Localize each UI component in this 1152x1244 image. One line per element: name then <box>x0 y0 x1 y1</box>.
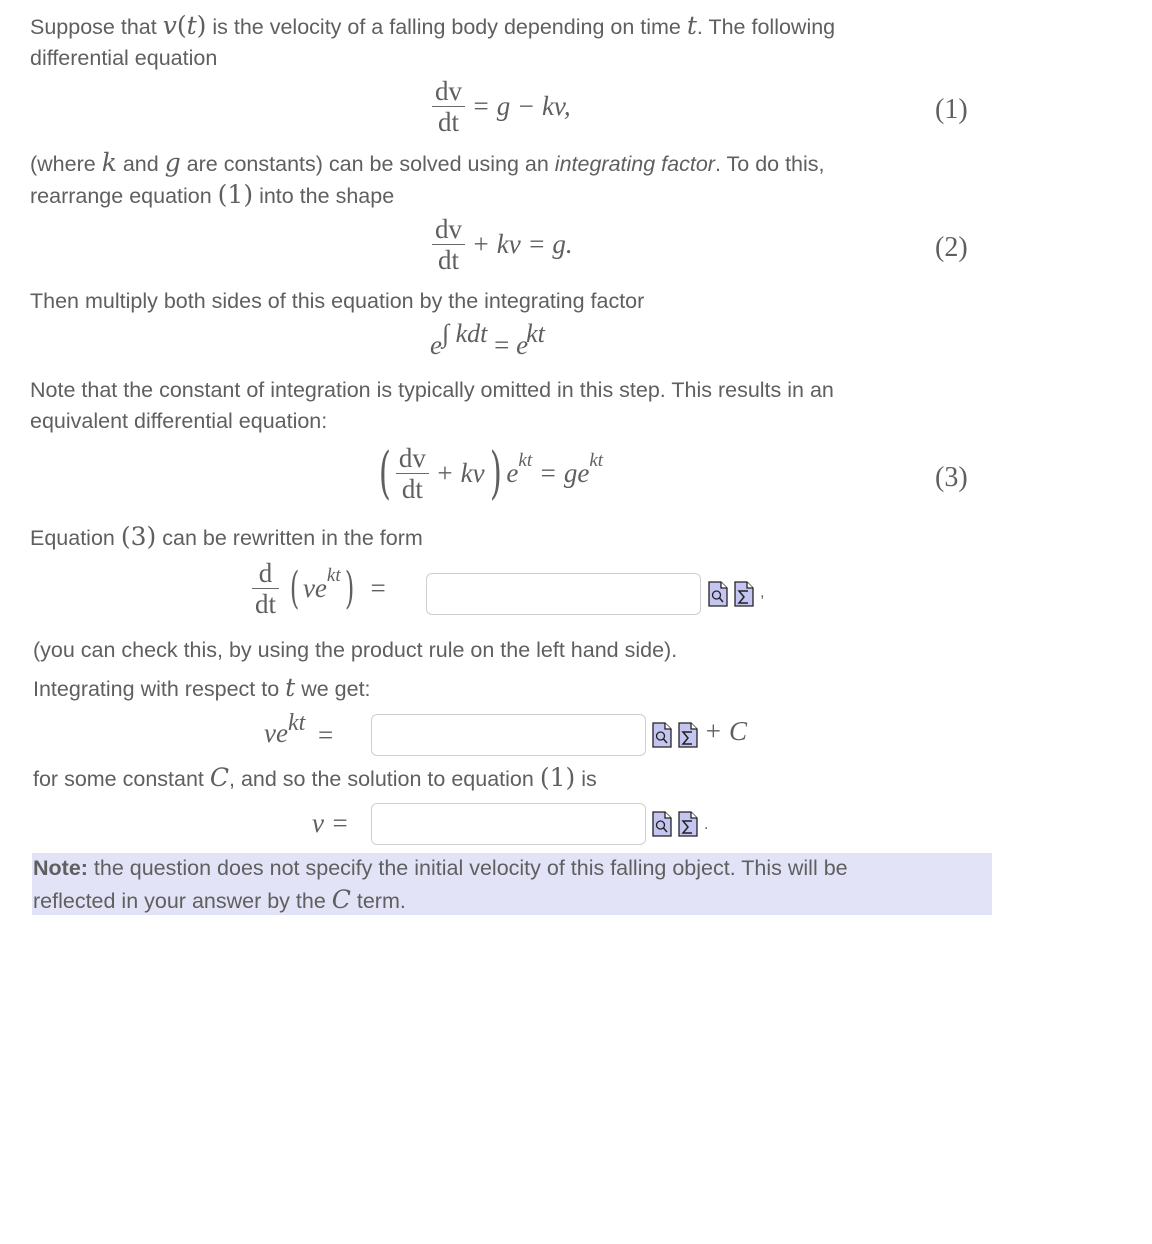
math-g: g <box>164 148 181 177</box>
equals: = <box>494 330 510 360</box>
math-t: t <box>686 11 697 40</box>
base-e: e <box>516 330 529 360</box>
numerator: dv <box>432 76 465 107</box>
equation-ref: (3) <box>120 522 157 551</box>
text: (where <box>30 152 102 176</box>
answer-input-1[interactable] <box>426 573 701 615</box>
denominator: dt <box>437 107 459 137</box>
denominator: dt <box>437 245 459 275</box>
text: Equation <box>30 526 121 550</box>
base-e: e <box>430 330 442 360</box>
answer-input-2[interactable] <box>371 714 646 756</box>
exponent-kt: kt <box>526 319 545 348</box>
paren-close: ) <box>344 562 354 614</box>
text: are constants) can be solved using an <box>180 152 555 176</box>
sigma-syntax-icon[interactable] <box>734 581 754 607</box>
equation-3 <box>374 440 604 506</box>
text: we get: <box>295 677 371 701</box>
preview-icon[interactable] <box>708 581 728 607</box>
fraction-dv-dt <box>432 214 465 275</box>
plus-kv: + kv <box>435 458 485 488</box>
exponent-kt: kt <box>518 449 533 471</box>
text: . To do this, <box>714 152 825 176</box>
fraction-dv-dt <box>432 76 465 137</box>
fraction-dv-dt <box>396 443 429 504</box>
text: is <box>575 767 597 791</box>
numerator: dv <box>396 443 429 474</box>
intro-line-2: differential equation <box>30 46 218 70</box>
text: the question does not specify the initial velocity of this falling object. This will be <box>87 856 848 880</box>
equation-number-3: (3) <box>935 462 968 493</box>
equation-2 <box>432 214 573 275</box>
para-8 <box>33 762 597 795</box>
equation-rhs: = g − kv, <box>471 91 571 121</box>
para-4-line-2: equivalent differential equation: <box>30 409 328 433</box>
exponent-integral: ∫ kdt <box>441 319 488 348</box>
note-line-2 <box>33 884 406 917</box>
equation-ref: (1) <box>539 763 576 792</box>
inner-ve: ve <box>302 573 327 603</box>
equation-ref: (1) <box>217 180 254 209</box>
text: , and so the solution to equation <box>229 767 540 791</box>
lhs-ve: ve <box>264 718 288 748</box>
equation-rhs: + kv = g. <box>471 229 573 259</box>
numerator: d <box>252 558 279 589</box>
numerator: dv <box>432 214 465 245</box>
period: . <box>704 816 709 833</box>
comma: , <box>760 584 765 601</box>
text: into the shape <box>253 184 395 208</box>
denominator: dt <box>401 474 423 504</box>
text: reflected in your answer by the <box>33 889 332 913</box>
intro-line-1 <box>30 10 835 43</box>
exponent-kt: kt <box>326 564 341 586</box>
equation-1 <box>432 76 571 137</box>
text: term. <box>350 889 406 913</box>
text: can be rewritten in the form <box>156 526 423 550</box>
text: Integrating with respect to <box>33 677 286 701</box>
para-5 <box>30 521 423 554</box>
para-7 <box>33 672 371 705</box>
math-t: t <box>186 11 197 40</box>
math-k: k <box>101 148 117 177</box>
paren-open: ( <box>176 11 187 40</box>
text: and <box>116 152 165 176</box>
para-6: (you can check this, by using the product rule on the left hand side). <box>33 638 678 662</box>
note-label: Note: <box>33 856 88 880</box>
preview-icon[interactable] <box>652 811 672 837</box>
exponent-kt: kt <box>589 449 604 471</box>
question-2-lhs <box>264 710 334 750</box>
question-1-lhs <box>252 558 386 619</box>
sigma-syntax-icon[interactable] <box>678 722 698 748</box>
base-e: e <box>506 458 519 488</box>
exponent-kt: kt <box>287 710 306 736</box>
question-3-lhs: v = <box>312 808 349 838</box>
paren-open: ( <box>289 562 300 614</box>
equals: = <box>370 573 386 603</box>
math-c: C <box>209 763 230 792</box>
math-c: C <box>331 885 351 914</box>
fraction-d-dt <box>252 558 279 619</box>
plus-c: + C <box>704 716 747 746</box>
emphasis-integrating-factor: integrating factor <box>554 152 715 176</box>
equals-ge: = ge <box>538 458 590 488</box>
note-box <box>32 853 992 915</box>
equals: = <box>318 720 334 750</box>
sigma-syntax-icon[interactable] <box>678 811 698 837</box>
text: for some constant <box>33 767 210 791</box>
big-paren-open: ( <box>378 440 391 506</box>
denominator: dt <box>255 589 277 619</box>
note-line-1 <box>33 853 848 884</box>
text: rearrange equation <box>30 184 218 208</box>
para-3: Then multiply both sides of this equation by the integrating factor <box>30 289 645 313</box>
big-paren-close: ) <box>489 440 502 506</box>
math-t: t <box>285 673 296 702</box>
equation-number-1: (1) <box>935 94 968 125</box>
preview-icon[interactable] <box>652 722 672 748</box>
text: Suppose that <box>30 15 163 39</box>
answer-input-3[interactable] <box>371 803 646 845</box>
text: is the velocity of a falling body depending on time <box>206 15 687 39</box>
para-2-line-1 <box>30 147 825 180</box>
integrating-factor-equation <box>430 319 545 360</box>
para-4-line-1: Note that the constant of integration is typically omitted in this step. This results in an <box>30 378 834 402</box>
math-v: v <box>162 11 177 40</box>
text: . The following <box>696 15 836 39</box>
equation-number-2: (2) <box>935 232 968 263</box>
para-2-line-2 <box>30 179 394 212</box>
paren-close: ) <box>196 11 207 40</box>
